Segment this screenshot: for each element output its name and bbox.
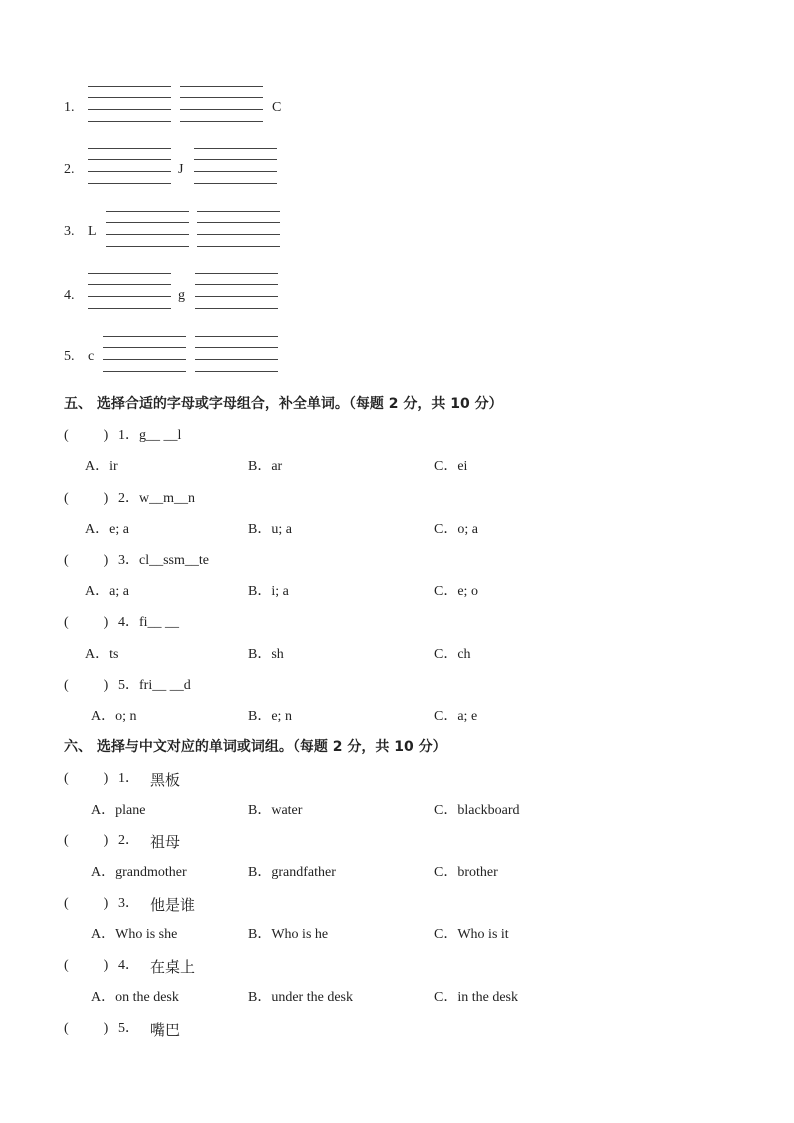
option-a: A．e; a bbox=[85, 522, 129, 537]
section-6-heading: 六、 选择与中文对应的单词或词组。（每题 2 分，共 10 分） bbox=[64, 739, 447, 755]
option-b: B．e; n bbox=[248, 709, 292, 724]
answer-paren[interactable]: ( ) bbox=[64, 1021, 109, 1036]
question-stem: 3．cl__ssm__te bbox=[118, 553, 209, 568]
writing-num: 2. bbox=[64, 162, 75, 177]
option-a: A．plane bbox=[91, 803, 146, 818]
option-b: B．i; a bbox=[248, 584, 289, 599]
writing-letter: C bbox=[272, 100, 282, 115]
four-line-grid[interactable] bbox=[88, 273, 171, 309]
writing-num: 3. bbox=[64, 224, 75, 239]
question-num: 3． bbox=[118, 896, 139, 911]
option-a: A．grandmother bbox=[91, 865, 187, 880]
four-line-grid[interactable] bbox=[194, 148, 277, 184]
four-line-grid[interactable] bbox=[197, 211, 280, 247]
four-line-grid[interactable] bbox=[88, 86, 171, 122]
answer-paren[interactable]: ( ) bbox=[64, 553, 109, 568]
option-b: B．sh bbox=[248, 647, 284, 662]
question-num: 1． bbox=[118, 771, 139, 786]
question-stem: 1．g__ __l bbox=[118, 428, 182, 443]
option-c: C．brother bbox=[434, 865, 498, 880]
question-chinese: 在桌上 bbox=[150, 958, 196, 976]
four-line-grid[interactable] bbox=[195, 273, 278, 309]
option-a: A．ir bbox=[85, 459, 118, 474]
four-line-grid[interactable] bbox=[88, 148, 171, 184]
option-c: C．ei bbox=[434, 459, 468, 474]
option-c: C．blackboard bbox=[434, 803, 520, 818]
writing-letter: g bbox=[178, 288, 185, 303]
answer-paren[interactable]: ( ) bbox=[64, 771, 109, 786]
option-c: C．ch bbox=[434, 647, 471, 662]
option-b: B．ar bbox=[248, 459, 283, 474]
option-c: C．in the desk bbox=[434, 990, 518, 1005]
four-line-grid[interactable] bbox=[195, 336, 278, 372]
option-a: A．o; n bbox=[91, 709, 137, 724]
four-line-grid[interactable] bbox=[103, 336, 186, 372]
option-b: B．u; a bbox=[248, 522, 292, 537]
question-num: 4． bbox=[118, 958, 139, 973]
answer-paren[interactable]: ( ) bbox=[64, 615, 109, 630]
option-a: A．ts bbox=[85, 647, 119, 662]
option-c: C．a; e bbox=[434, 709, 478, 724]
writing-num: 4. bbox=[64, 288, 75, 303]
question-chinese: 祖母 bbox=[150, 833, 181, 851]
option-c: C．Who is it bbox=[434, 927, 509, 942]
question-stem: 5．fri__ __d bbox=[118, 678, 191, 693]
section-5-heading: 五、 选择合适的字母或字母组合，补全单词。（每题 2 分，共 10 分） bbox=[64, 396, 503, 412]
writing-letter: J bbox=[178, 162, 184, 177]
writing-letter: c bbox=[88, 349, 95, 364]
option-a: A．Who is she bbox=[91, 927, 178, 942]
four-line-grid[interactable] bbox=[106, 211, 189, 247]
answer-paren[interactable]: ( ) bbox=[64, 491, 109, 506]
option-a: A．on the desk bbox=[91, 990, 179, 1005]
option-c: C．o; a bbox=[434, 522, 478, 537]
question-num: 2． bbox=[118, 833, 139, 848]
question-chinese: 他是谁 bbox=[150, 896, 196, 914]
question-stem: 2．w__m__n bbox=[118, 491, 195, 506]
option-a: A．a; a bbox=[85, 584, 129, 599]
option-b: B．under the desk bbox=[248, 990, 353, 1005]
answer-paren[interactable]: ( ) bbox=[64, 896, 109, 911]
question-num: 5． bbox=[118, 1021, 139, 1036]
option-c: C．e; o bbox=[434, 584, 478, 599]
answer-paren[interactable]: ( ) bbox=[64, 678, 109, 693]
four-line-grid[interactable] bbox=[180, 86, 263, 122]
answer-paren[interactable]: ( ) bbox=[64, 833, 109, 848]
question-stem: 4．fi__ __ bbox=[118, 615, 180, 630]
question-chinese: 黑板 bbox=[150, 771, 181, 789]
writing-letter: L bbox=[88, 224, 97, 239]
answer-paren[interactable]: ( ) bbox=[64, 958, 109, 973]
writing-num: 1. bbox=[64, 100, 75, 115]
option-b: B．grandfather bbox=[248, 865, 336, 880]
question-chinese: 嘴巴 bbox=[150, 1021, 181, 1039]
answer-paren[interactable]: ( ) bbox=[64, 428, 109, 443]
option-b: B．water bbox=[248, 803, 303, 818]
option-b: B．Who is he bbox=[248, 927, 329, 942]
writing-num: 5. bbox=[64, 349, 75, 364]
